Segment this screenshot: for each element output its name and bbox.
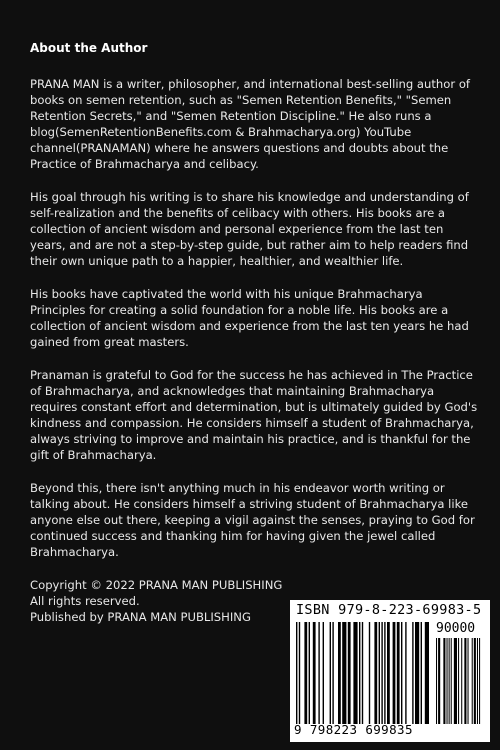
barcode-bar: [323, 622, 324, 724]
addon-barcode-icon: [436, 638, 484, 724]
barcode-bar: [458, 638, 459, 724]
barcode-bar: [449, 638, 450, 724]
barcode-bar: [468, 638, 469, 724]
barcode-bar: [381, 622, 382, 724]
isbn-barcode: [290, 600, 490, 742]
copyright-line: Copyright © 2022 PRANA MAN PUBLISHING: [30, 578, 283, 592]
barcode-bar: [362, 622, 363, 724]
about-heading: About the Author: [30, 41, 148, 55]
barcode-bar: [401, 622, 402, 724]
barcode-bar: [415, 622, 419, 724]
barcode-bar: [477, 638, 478, 724]
publisher-line: Published by PRANA MAN PUBLISHING: [30, 610, 251, 624]
bio-paragraph-1: PRANA MAN is a writer, philosopher, and international best-selling author of books on semen retention, such as "Semen Retention Benefits," "Semen Retention Secrets," and "Semen Retention Discipline." He also runs a blog(SemenRetentionBenefits.com & Brahmacharya.org) YouTube channel(PRANAMAN) where he answers questions and doubts about the Practice of Brahmacharya and celibacy.: [30, 77, 471, 171]
back-cover-text: [30, 40, 480, 625]
barcode-bar: [330, 622, 331, 724]
barcode-bar: [338, 622, 341, 724]
barcode-bar: [348, 622, 351, 724]
barcode-bar: [412, 622, 413, 724]
barcode-bar: [309, 622, 310, 724]
barcode-bar: [379, 622, 380, 724]
barcode-bar: [436, 638, 437, 724]
barcode-bar: [454, 638, 457, 724]
barcode-bar: [461, 638, 462, 724]
barcode-digits: 9 798223 699835: [294, 722, 413, 737]
barcode-bar: [393, 622, 396, 724]
barcode-bar: [353, 622, 357, 724]
barcode-bar: [421, 622, 422, 724]
barcode-bar: [464, 638, 466, 724]
barcode-bar: [443, 638, 445, 724]
barcode-bar: [374, 622, 377, 724]
barcode-bar: [447, 638, 448, 724]
rights-line: All rights reserved.: [30, 594, 140, 608]
barcode-bar: [474, 638, 476, 724]
barcode-bar: [384, 622, 385, 724]
bio-paragraph-3: His books have captivated the world with his unique Brahmacharya Principles for creating a solid foundation for a noble life. His books are a collection of ancient wisdom and experience from the last ten years he had gained from great masters.: [30, 287, 469, 349]
barcode-bar: [342, 622, 346, 724]
barcode-bar: [332, 622, 333, 724]
barcode-bar: [451, 638, 452, 724]
isbn-label: ISBN 979-8-223-69983-5: [296, 602, 482, 618]
barcode-bar: [299, 622, 300, 724]
barcode-bar: [479, 638, 480, 724]
barcode-bar: [313, 622, 316, 724]
barcode-bar: [425, 622, 429, 724]
barcode-bar: [472, 638, 473, 724]
bio-paragraph-4: Pranaman is grateful to God for the success he has achieved in The Practice of Brahmacharya, and acknowledges that maintaining Brahmacharya requires constant effort and determination, but is ultimately guided by God's kindness and compassion. He considers himself a student of Brahmacharya, always striving to improve and maintain his practice, and is thankful for the gift of Brahmacharya.: [30, 368, 478, 462]
bio-paragraph-2: His goal through his writing is to share his knowledge and understanding of self-realization and the benefits of celibacy with others. His books are a collection of ancient wisdom and personal experience from the last ten years, and are not a step-by-step guide, but rather aim to help readers find their own unique path to a happier, healthier, and wealthier life.: [30, 190, 469, 268]
barcode-bar: [438, 638, 440, 724]
barcode-bar: [369, 622, 370, 724]
barcode-bar: [318, 622, 319, 724]
barcode-bar: [304, 622, 307, 724]
barcode-bar: [397, 622, 400, 724]
barcode-bar: [296, 622, 297, 724]
barcode-bar: [405, 622, 406, 724]
bio-paragraph-5: Beyond this, there isn't anything much in his endeavor worth writing or talking about. He considers himself a striving student of Brahmacharya like anyone else out there, keeping a vigil against the senses, praying to God for continued success and thanking him for having given the jewel called Brahmacharya.: [30, 481, 475, 559]
barcode-bar: [387, 622, 390, 724]
ean13-barcode-icon: [296, 622, 430, 724]
price-code: 90000: [436, 621, 476, 636]
barcode-bar: [359, 622, 360, 724]
